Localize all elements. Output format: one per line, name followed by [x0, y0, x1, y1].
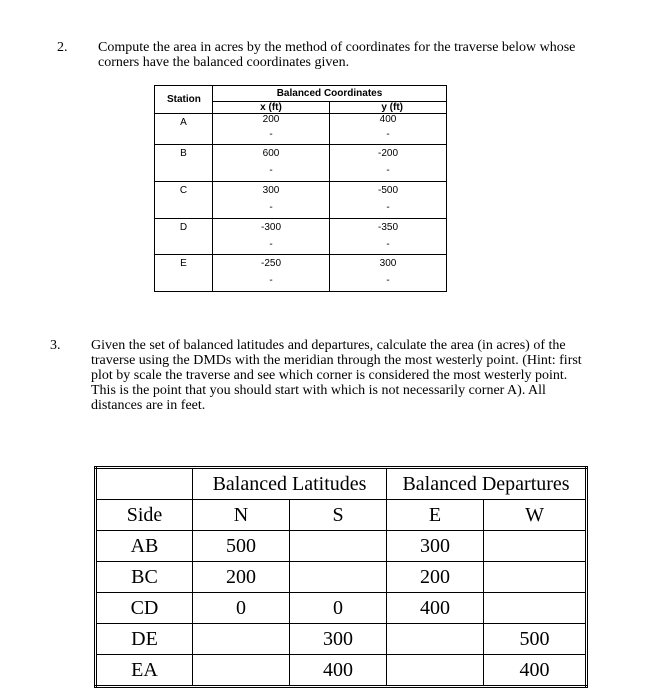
table2-row-de	[96, 624, 587, 655]
y-value: 400	[379, 114, 397, 125]
table2-row-ea	[96, 655, 587, 687]
question-3-line-2: traverse using the DMDs with the meridian through the most westerly point. (Hint: first	[91, 353, 582, 368]
dash-mark: -	[386, 202, 390, 214]
n-value	[193, 624, 290, 655]
side-label: EA	[96, 655, 193, 687]
e-value: 400	[387, 593, 484, 624]
dash-mark: -	[269, 275, 273, 287]
s-value: 0	[290, 593, 387, 624]
side-label: DE	[96, 624, 193, 655]
w-value	[484, 531, 587, 562]
question-2-line-2: corners have the balanced coordinates given.	[98, 55, 350, 70]
e-header: E	[387, 500, 484, 531]
station-label: C	[179, 185, 188, 197]
n-value	[193, 655, 290, 687]
question-2-line-1: Compute the area in acres by the method of coordinates for the traverse below whose	[98, 40, 576, 55]
s-value	[290, 531, 387, 562]
dash-mark: -	[269, 129, 273, 140]
dash-mark: -	[269, 202, 273, 214]
station-label: E	[180, 258, 187, 270]
s-header: S	[290, 500, 387, 531]
x-value: 300	[262, 185, 280, 197]
y-value: -350	[377, 221, 398, 233]
dash-mark: -	[386, 129, 390, 140]
balanced-coordinates-header: Balanced Coordinates	[213, 86, 447, 102]
x-value: 600	[262, 148, 280, 160]
table1-row-c	[155, 182, 447, 219]
e-value	[387, 624, 484, 655]
dash-mark: -	[386, 165, 390, 177]
question-2-number: 2.	[57, 40, 68, 55]
e-value: 300	[387, 531, 484, 562]
question-3-line-1: Given the set of balanced latitudes and departures, calculate the area (in acres) of the	[91, 338, 566, 353]
n-value: 0	[193, 593, 290, 624]
table2-row-bc	[96, 562, 587, 593]
s-value: 400	[290, 655, 387, 687]
dash-mark: -	[386, 275, 390, 287]
station-label: B	[180, 148, 187, 160]
w-value: 500	[484, 624, 587, 655]
y-ft-header: y (ft)	[330, 102, 447, 114]
w-value: 400	[484, 655, 587, 687]
balanced-departures-header: Balanced Departures	[387, 468, 587, 500]
side-header: Side	[96, 500, 193, 531]
x-value: 200	[262, 114, 280, 125]
n-value: 200	[193, 562, 290, 593]
x-value: -300	[260, 221, 281, 233]
y-value: 300	[379, 258, 397, 270]
question-3-line-5: distances are in feet.	[91, 398, 206, 413]
s-value: 300	[290, 624, 387, 655]
question-3-line-3: plot by scale the traverse and see which corner is considered the most westerly point.	[91, 368, 568, 383]
w-value	[484, 562, 587, 593]
coordinates-table	[154, 85, 447, 292]
dash-mark: -	[269, 165, 273, 177]
x-value: -250	[260, 258, 281, 270]
question-3-number: 3.	[50, 338, 61, 353]
dash-mark: -	[386, 238, 390, 250]
table2-row-cd	[96, 593, 587, 624]
table1-row-b	[155, 145, 447, 182]
side-label: AB	[96, 531, 193, 562]
y-value: -500	[377, 185, 398, 197]
station-label: D	[179, 221, 188, 233]
s-value	[290, 562, 387, 593]
side-label: CD	[96, 593, 193, 624]
station-header: Station	[155, 86, 213, 114]
y-value: -200	[377, 148, 398, 160]
x-ft-header: x (ft)	[213, 102, 330, 114]
w-header: W	[484, 500, 587, 531]
table1-row-e	[155, 255, 447, 292]
e-value	[387, 655, 484, 687]
table1-row-d	[155, 218, 447, 255]
n-value: 500	[193, 531, 290, 562]
e-value: 200	[387, 562, 484, 593]
table2-row-ab	[96, 531, 587, 562]
table1-row-a	[155, 114, 447, 145]
side-label: BC	[96, 562, 193, 593]
station-label: A	[180, 117, 187, 128]
question-2-text	[98, 40, 638, 70]
w-value	[484, 593, 587, 624]
n-header: N	[193, 500, 290, 531]
blank-header-cell	[96, 468, 193, 500]
dash-mark: -	[269, 238, 273, 250]
balanced-latitudes-header: Balanced Latitudes	[193, 468, 387, 500]
latitudes-departures-table	[94, 466, 588, 688]
question-3-line-4: This is the point that you should start with which is not necessarily corner A). All	[91, 383, 546, 398]
question-3-text	[91, 338, 651, 413]
